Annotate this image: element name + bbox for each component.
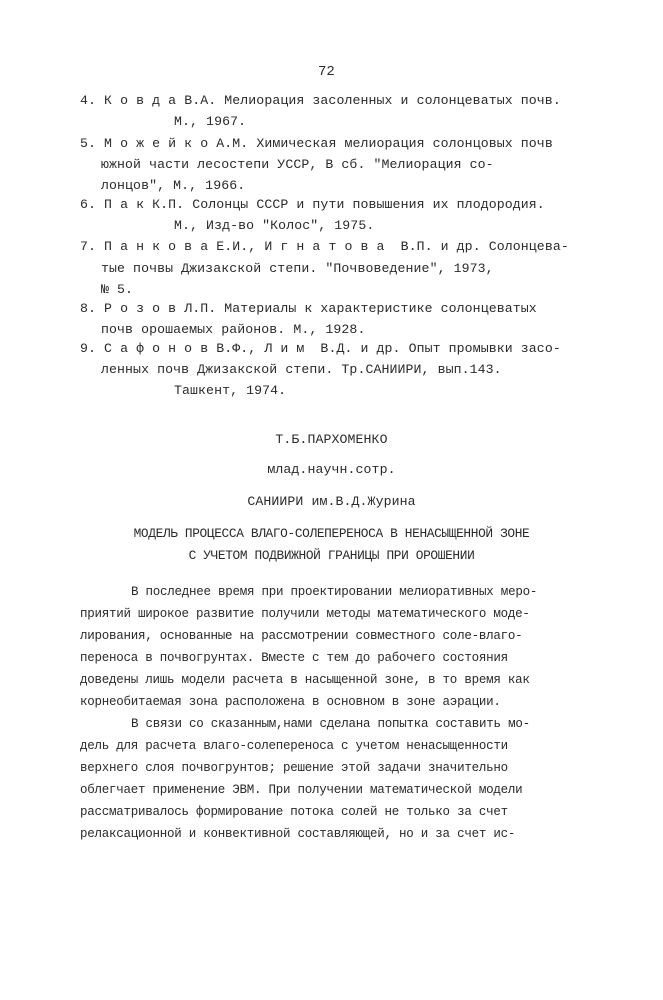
body-line-2: приятий широкое развитие получили методы математического моде- xyxy=(80,607,530,621)
reference-9-line-3: Ташкент, 1974. xyxy=(174,383,287,398)
reference-6-line-2: М., Изд-во "Колос", 1975. xyxy=(174,218,375,233)
body-line-3: лирования, основанные на рассмотрении совместного соле-влаго- xyxy=(80,629,523,643)
reference-8-line-1: 8. Р о з о в Л.П. Материалы к характеристике солонцеватых xyxy=(80,301,537,316)
author-name: Т.Б.ПАРХОМЕНКО xyxy=(275,432,388,447)
body-line-1: В последнее время при проектировании мелиоративных меро- xyxy=(131,585,538,599)
body-line-9: верхнего слоя почвогрунтов; решение этой задачи значительно xyxy=(80,761,508,775)
reference-4-line-2: М., 1967. xyxy=(174,114,247,129)
page-number: 72 xyxy=(318,64,335,80)
body-line-4: переноса в почвогрунтах. Вместе с тем до рабочего состояния xyxy=(80,651,508,665)
body-line-7: В связи со сказанным,нами сделана попытка составить мо- xyxy=(131,717,530,731)
body-line-10: облегчает применение ЭВМ. При получении математической модели xyxy=(80,783,523,797)
reference-9-line-1: 9. С а ф о н о в В.Ф., Л и м В.Д. и др. Опыт промывки засо- xyxy=(80,341,561,356)
body-line-12: релаксационной и конвективной составляющей, но и за счет ис- xyxy=(80,827,516,841)
reference-9-line-2: ленных почв Джизакской степи. Тр.САНИИРИ, вып.143. xyxy=(101,362,502,377)
reference-5-line-1: 5. М о ж е й к о А.М. Химическая мелиорация солонцовых почв xyxy=(80,136,553,151)
body-line-11: рассматривалось формирование потока солей не только за счет xyxy=(80,805,508,819)
article-title-line-1: МОДЕЛЬ ПРОЦЕССА ВЛАГО-СОЛЕПЕРЕНОСА В НЕНАСЫЩЕННОЙ ЗОНЕ xyxy=(133,526,530,541)
author-institution: САНИИРИ им.В.Д.Журина xyxy=(247,494,416,509)
reference-7-line-1: 7. П а н к о в а Е.И., И г н а т о в а В.П. и др. Солонцева- xyxy=(80,239,569,254)
reference-7-line-3: № 5. xyxy=(101,282,134,297)
reference-8-line-2: почв орошаемых районов. М., 1928. xyxy=(101,322,366,337)
reference-6-line-1: 6. П а к К.П. Солонцы СССР и пути повышения их плодородия. xyxy=(80,197,545,212)
reference-5-line-2: южной части лесостепи УССР, В сб. "Мелиорация со- xyxy=(101,157,494,172)
article-title-line-2: С УЧЕТОМ ПОДВИЖНОЙ ГРАНИЦЫ ПРИ ОРОШЕНИИ xyxy=(188,548,475,563)
body-line-6: корнеобитаемая зона расположена в основном в зоне аэрации. xyxy=(80,695,501,709)
body-line-8: дель для расчета влаго-солепереноса с учетом ненасыщенности xyxy=(80,739,508,753)
body-line-5: доведены лишь модели расчета в насыщенной зоне, в то время как xyxy=(80,673,530,687)
reference-7-line-2: тые почвы Джизакской степи. "Почвоведение", 1973, xyxy=(101,261,494,276)
author-position: млад.научн.сотр. xyxy=(267,462,396,477)
reference-4-line-1: 4. К о в д а В.А. Мелиорация засоленных и солонцеватых почв. xyxy=(80,93,561,108)
reference-5-line-3: лонцов", М., 1966. xyxy=(101,178,246,193)
